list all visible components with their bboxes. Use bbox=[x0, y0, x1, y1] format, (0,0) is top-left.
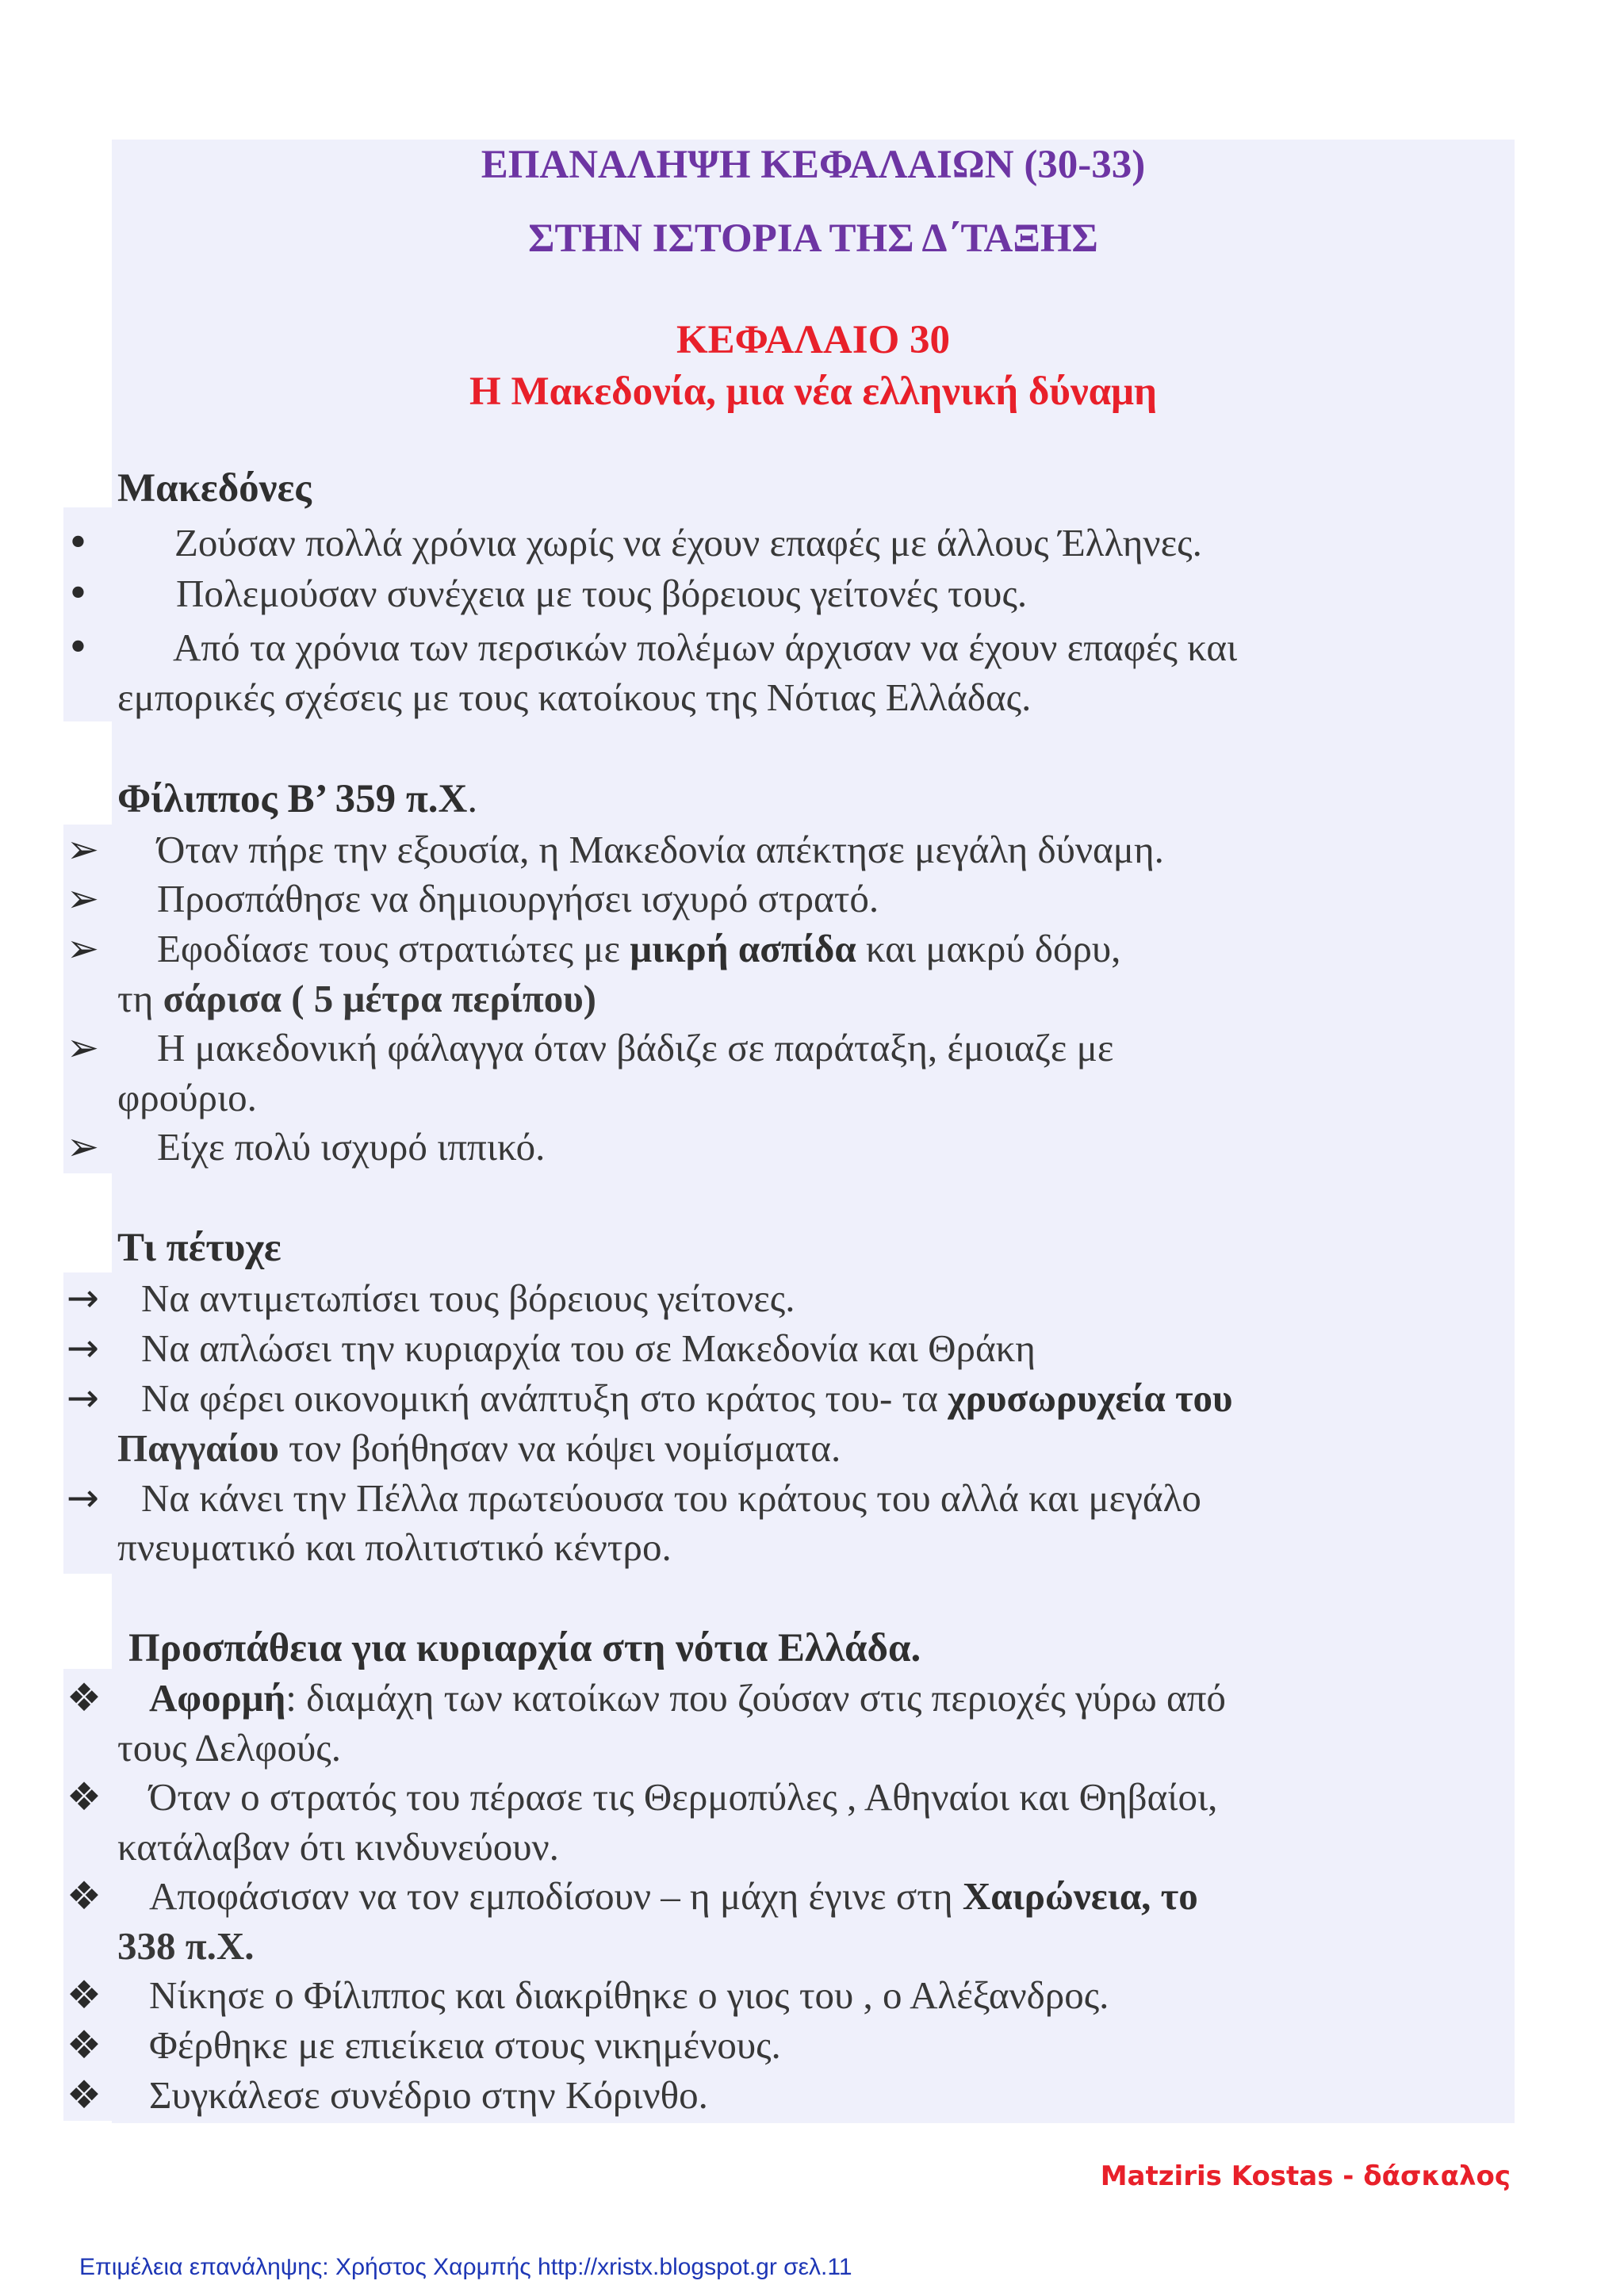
page-subtitle: ΣΤΗΝ ΙΣΤΟΡΙΑ ΤΗΣ Δ΄ΤΑΞΗΣ bbox=[528, 216, 1098, 261]
arrowhead-bullet-icon: ➢ bbox=[67, 1025, 100, 1070]
arrowhead-bullet-icon: ➢ bbox=[67, 926, 100, 971]
section-heading-achievements: Τι πέτυχε bbox=[117, 1226, 282, 1270]
section-heading-philip: Φίλιππος Β’ 359 π.Χ. bbox=[117, 777, 478, 821]
arrowhead-bullet-icon: ➢ bbox=[67, 1124, 100, 1169]
section-heading-macedonians: Μακεδόνες bbox=[117, 466, 312, 511]
list-item-continuation: τη σάρισα ( 5 μέτρα περίπου) bbox=[117, 977, 596, 1020]
list-item-continuation: τους Δελφούς. bbox=[117, 1726, 341, 1770]
page-title: ΕΠΑΝΑΛΗΨΗ ΚΕΦΑΛΑΙΩΝ (30-33) bbox=[481, 143, 1146, 187]
arrow-bullet-icon: → bbox=[67, 1475, 100, 1521]
dot-bullet-icon: • bbox=[67, 571, 90, 616]
diamond-bullet-icon: ❖ bbox=[67, 1774, 102, 1820]
arrow-bullet-icon: → bbox=[67, 1276, 100, 1321]
list-item-continuation: 338 π.Χ. bbox=[117, 1924, 255, 1968]
arrow-bullet-icon: → bbox=[67, 1326, 100, 1371]
chapter-title: Η Μακεδονία, μια νέα ελληνική δύναμη bbox=[469, 369, 1157, 414]
list-item-continuation: φρούριο. bbox=[117, 1076, 257, 1119]
diamond-bullet-icon: ❖ bbox=[67, 2072, 102, 2118]
list-item-continuation: πνευματικό και πολιτιστικό κέντρο. bbox=[117, 1525, 672, 1569]
diamond-bullet-icon: ❖ bbox=[67, 1973, 102, 2018]
chapter-number: ΚΕΦΑΛΑΙΟ 30 bbox=[676, 318, 951, 362]
dot-bullet-icon: • bbox=[67, 520, 90, 565]
arrowhead-bullet-icon: ➢ bbox=[67, 876, 100, 921]
diamond-bullet-icon: ❖ bbox=[67, 1675, 102, 1720]
dot-bullet-icon: • bbox=[67, 625, 90, 670]
arrowhead-bullet-icon: ➢ bbox=[67, 827, 100, 872]
section-heading-south: Προσπάθεια για κυριαρχία στη νότια Ελλάδα. bbox=[128, 1626, 921, 1670]
list-item-continuation: κατάλαβαν ότι κινδυνεύουν. bbox=[117, 1825, 559, 1869]
diamond-bullet-icon: ❖ bbox=[67, 1873, 102, 1919]
list-item-continuation: Παγγαίου τον βοήθησαν να κόψει νομίσματα. bbox=[117, 1426, 841, 1470]
diamond-bullet-icon: ❖ bbox=[67, 2022, 102, 2068]
list-item-continuation: εμπορικές σχέσεις με τους κατοίκους της Νότιας Ελλάδας. bbox=[117, 675, 1032, 719]
page-footer: Επιμέλεια επανάληψης: Χρήστος Χαρμπής http://xristx.blogspot.gr σελ.11 bbox=[79, 2254, 852, 2280]
author-signature: Matziris Kostas - δάσκαλος bbox=[1100, 2160, 1511, 2192]
arrow-bullet-icon: → bbox=[67, 1376, 100, 1421]
